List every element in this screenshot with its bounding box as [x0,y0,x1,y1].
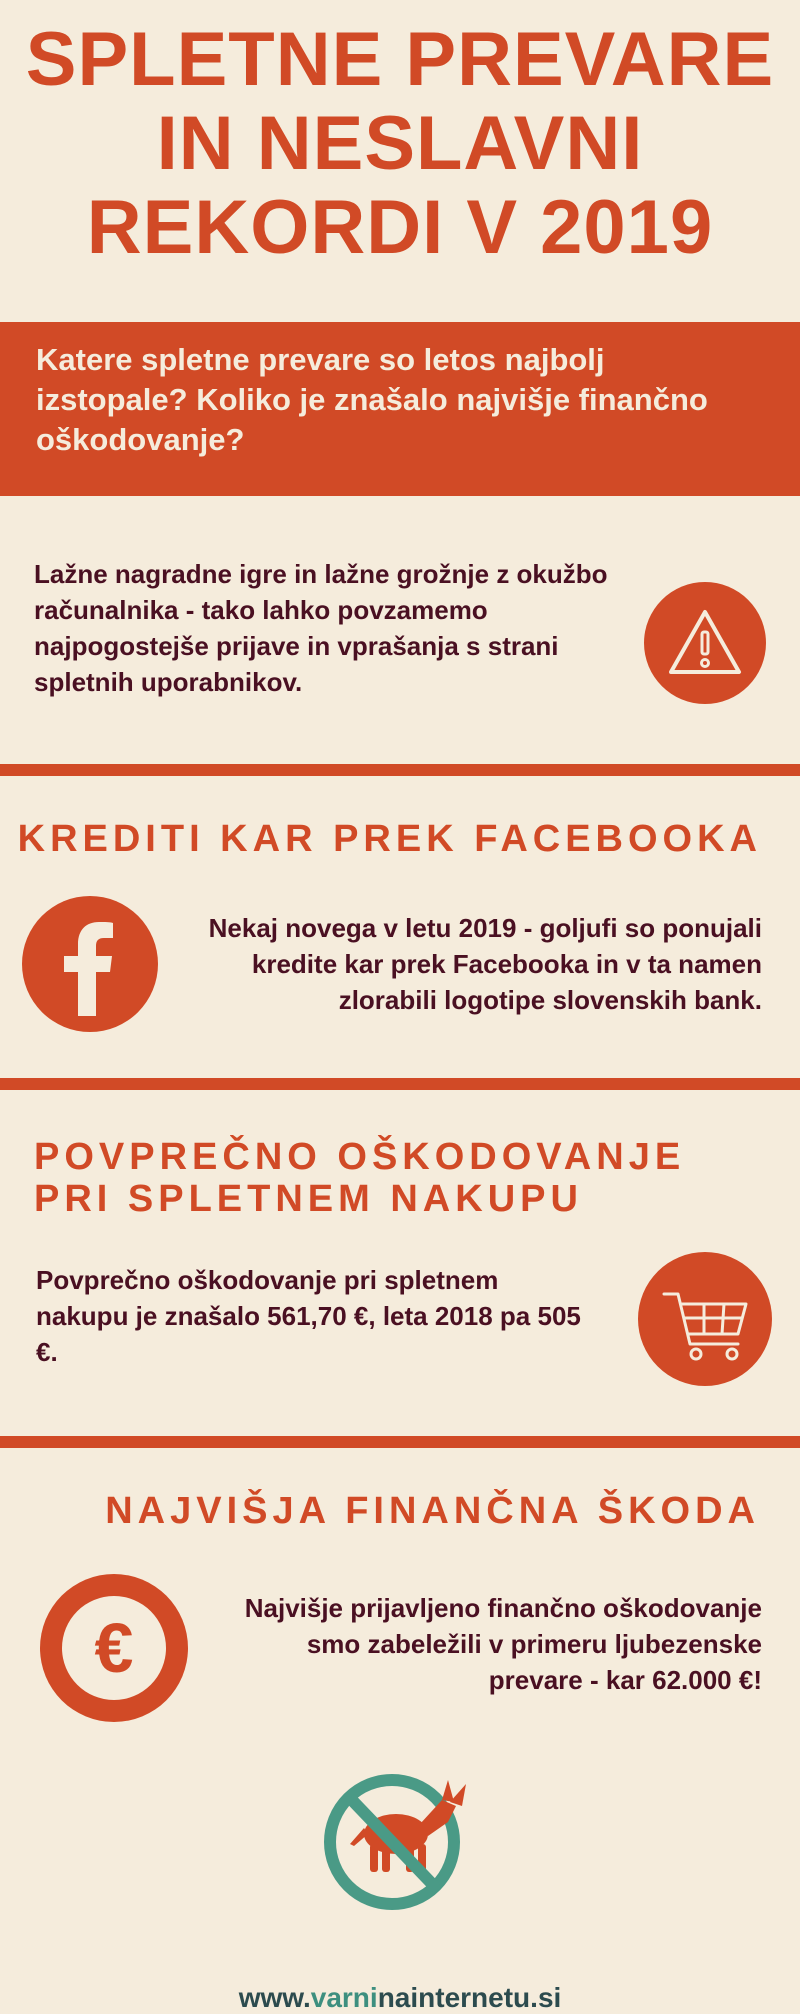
title-line-1: SPLETNE PREVARE [25,17,775,102]
section2-text: Povprečno oškodovanje pri spletnem nakupu je znašalo 561,70 €, leta 2018 pa 505 €. [36,1265,581,1367]
facebook-icon [22,896,158,1032]
url-prefix: www. [238,1982,311,2013]
section-divider-3 [0,1436,800,1448]
intro-banner [0,322,800,496]
title-line-3: REKORDI V 2019 [86,185,714,270]
intro-text: Lažne nagradne igre in lažne grožnje z okužbo računalnika - tako lahko povzamemo najpogostejše prijave in vprašanja s strani spletnih uporabnikov. [34,559,608,697]
section-divider-2 [0,1078,800,1090]
title-line-2: IN NESLAVNI [156,101,644,186]
section1-heading: KREDITI KAR PREK FACEBOOKA [17,818,762,860]
url-accent: varni [310,1982,378,2013]
page-title [0,18,800,270]
section3-text: Najvišje prijavljeno finančno oškodovanje smo zabeležili v primeru ljubezenske prevare - kar 62.000 €! [244,1593,762,1695]
shopping-cart-icon [638,1252,772,1386]
section3-heading: NAJVIŠJA FINANČNA ŠKODA [105,1490,760,1532]
section-divider-1 [0,764,800,776]
euro-icon [40,1574,188,1722]
section1-text: Nekaj novega v letu 2019 - goljufi so ponujali kredite kar prek Facebooka in v ta namen zlorabili logotipe slovenskih bank. [208,913,762,1015]
svg-text:€: € [94,1609,134,1687]
url-suffix: nainternetu.si [377,1982,562,2013]
section2-heading: POVPREČNO OŠKODOVANJE PRI SPLETNEM NAKUPU [34,1136,686,1220]
website-url[interactable] [0,1982,800,2014]
warning-icon [644,582,766,704]
no-donkey-icon [316,1762,492,1912]
banner-question: Katere spletne prevare so letos najbolj izstopale? Koliko je znašalo najvišje finančno oškodovanje? [36,342,708,457]
